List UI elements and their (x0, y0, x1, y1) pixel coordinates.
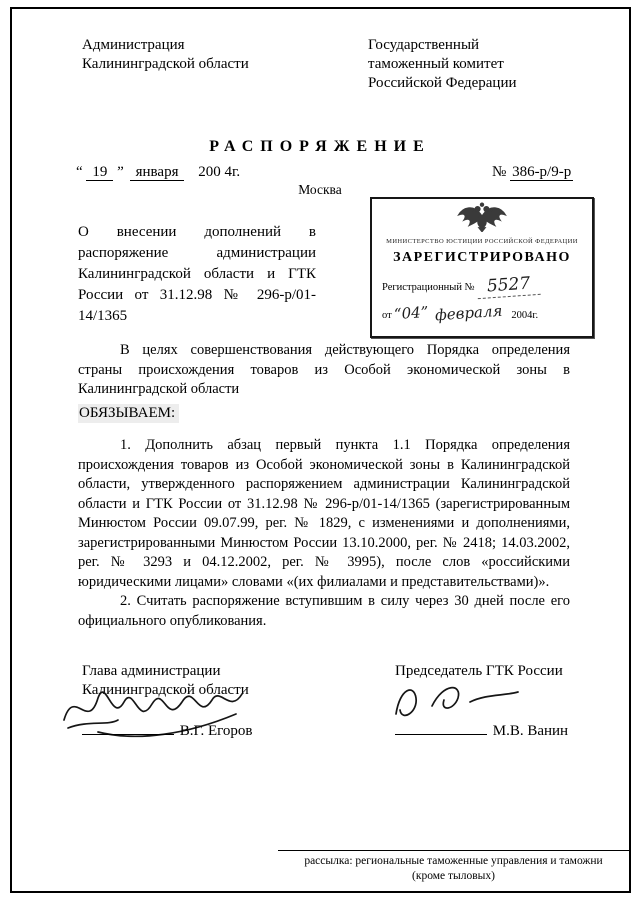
signature-left-name-row (82, 720, 253, 740)
doc-number (492, 164, 573, 181)
paragraph-1: 1. Дополнить абзац первый пункта 1.1 Порядка определения происхождения товаров из Особой экономической зоны в Калининградской области, утвержденного распоряжением администрации Калининградской области и ГТК России от 31.12.98 № 296-р/01-14/1365 (зарегистрированным Минюстом России 09.07.99, рег. № 1829, с изменениями и дополнениями, зарегистрированными Минюстом России 13.10.2000, рег. № 2418; 14.03.2002, рег. № 3293 и 04.12.2002, рег. № 3995), после слов «российскими юридическими лицами» словами «(их филиалами и представительствами)». (78, 437, 570, 590)
date-quote-open: “ (76, 164, 83, 180)
stamp-reg-label: Регистрационный № (382, 282, 475, 293)
stamp-date-line (376, 301, 588, 325)
signature-left-title (82, 662, 249, 700)
paragraph-2: 2. Считать распоряжение вступившим в силу через 30 дней после его официального опубликования. (78, 593, 570, 629)
city-label: Москва (298, 182, 342, 197)
registration-stamp (370, 197, 594, 338)
signature-left-title-line1: Глава администрации (82, 663, 221, 679)
stamp-date-year: 2004г. (511, 310, 539, 321)
footer-distribution-line2: (кроме тыловых) (412, 870, 495, 882)
stamp-date-prefix: от (382, 310, 392, 321)
header-org-right-line3: Российской Федерации (368, 75, 517, 91)
footer-distribution-line1: рассылка: региональные таможенные управления и таможни (304, 855, 603, 867)
doc-title: РАСПОРЯЖЕНИЕ (209, 138, 431, 155)
signature-left-title-line2: Калининградской области (82, 682, 249, 698)
intro-paragraph: В целях совершенствования действующего Порядка определения страны происхождения товаров из Особой экономической зоны в Калининградской области (78, 342, 570, 397)
header-org-left (82, 36, 249, 74)
signature-right-line (395, 720, 487, 735)
signature-right-name-row (395, 720, 568, 740)
signature-left-line (82, 720, 174, 735)
doc-number-value: 386-р/9-р (512, 164, 572, 180)
stamp-ministry-text: МИНИСТЕРСТВО ЮСТИЦИИ РОССИЙСКОЙ ФЕДЕРАЦИИ (386, 238, 578, 245)
signature-left-name: В.Г. Егоров (179, 723, 253, 739)
doc-number-label: № (492, 164, 507, 180)
stamp-date-day: “04” (393, 302, 430, 324)
signature-right-title: Председатель ГТК России (395, 663, 563, 679)
stamp-registered-text: ЗАРЕГИСТРИРОВАНО (393, 250, 571, 265)
coat-of-arms-icon (455, 202, 509, 232)
header-org-right (368, 36, 517, 93)
header-org-right-line2: таможенный комитет (368, 56, 504, 72)
stamp-date-month: февраля (434, 301, 504, 325)
date-line (76, 164, 240, 181)
subject-block: О внесении дополнений в распоряжение администрации Калининградской области и ГТК России от 31.12.98 № 296-р/01-14/1365 (78, 224, 316, 324)
header-org-right-line1: Государственный (368, 37, 480, 53)
header-org-left-line2: Калининградской области (82, 56, 249, 72)
obligate-heading: ОБЯЗЫВАЕМ: (78, 404, 179, 423)
stamp-reg-number: 5527 (477, 273, 542, 299)
date-month: января (130, 164, 185, 181)
date-day: 19 (86, 164, 113, 181)
signature-right-name: М.В. Ванин (492, 723, 569, 739)
header-org-left-line1: Администрация (82, 37, 185, 53)
footer-distribution (278, 850, 629, 884)
stamp-reg-line (376, 275, 588, 297)
date-year: 200 4г. (198, 164, 241, 180)
date-quote-close: ” (117, 164, 124, 180)
